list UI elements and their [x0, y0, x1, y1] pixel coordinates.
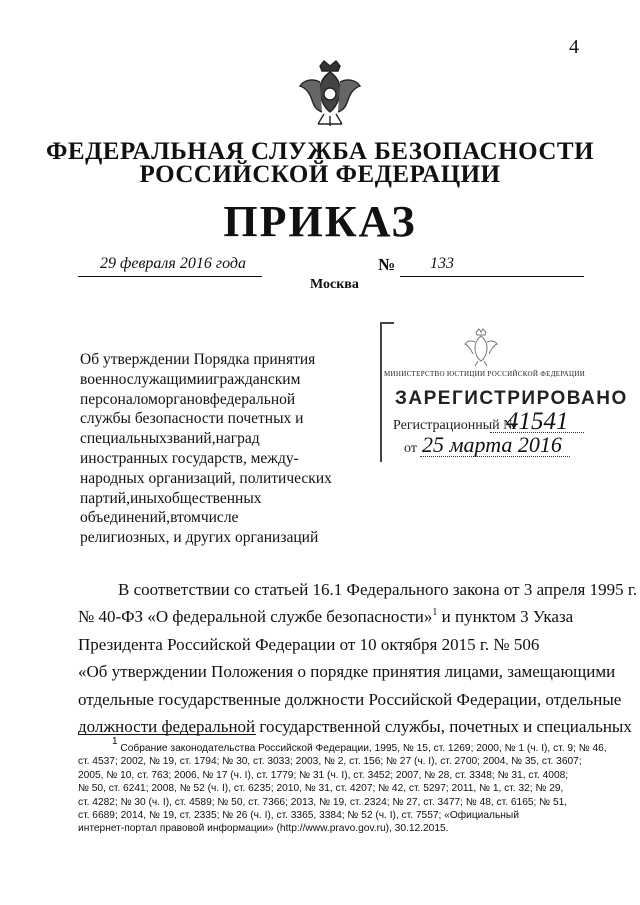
stamp-reg-number: 41541: [506, 408, 569, 435]
subject-line: [80, 409, 334, 429]
footnote-text: 2005, № 10, ст. 763; 2006, № 17 (ч. I), ст. 1779; № 31 (ч. I), ст. 3452; 2007, № 28, ст. 3348; № 31, ст. 4008;: [78, 769, 569, 781]
body-segment: № 40-ФЗ «О федеральной службе безопасности»: [78, 607, 433, 627]
subject-word: иностранных государств, между-: [80, 449, 299, 467]
subject-word: религиозных, и других организаций: [80, 529, 319, 547]
footnote-text: интернет-портал правовой информации» (http://www.pravo.gov.ru), 30.12.2015.: [78, 823, 449, 835]
subject-word: Об утверждении Порядка принятия: [80, 351, 316, 368]
subject-word: военнослужащими: [80, 370, 205, 388]
order-number: 133: [430, 255, 454, 272]
document-type-title: ПРИКАЗ: [223, 197, 417, 246]
subject-word: персоналом: [80, 390, 158, 408]
subject-word: партий,: [80, 489, 130, 507]
footnote-text: Собрание законодательства Российской Федерации, 1995, № 15, ст. 1269; 2000, № 1 (ч. I), ст. 9; № 46,: [120, 743, 607, 754]
subject-word: народных организаций, политических: [80, 469, 332, 487]
stamp-from-label: от: [404, 441, 417, 456]
body-line: должности федеральной государственной службы, почетных и специальных: [78, 717, 632, 737]
subject-word: числе: [200, 509, 239, 527]
number-underline: [400, 256, 584, 277]
subject-word: иных: [129, 489, 165, 507]
page-number: 4: [569, 36, 579, 58]
body-line: В соответствии со статьей 16.1 Федерального закона от 3 апреля 1995 г.: [118, 580, 638, 599]
footnote-text: ст. 4537; 2002, № 19, ст. 1794; № 30, ст. 3033; 2003, № 2, ст. 156; № 27 (ч. I), ст. 2700; 2004, № 35, ст. 3607;: [78, 756, 582, 768]
stamp-registered-label: ЗАРЕГИСТРИРОВАНО: [395, 388, 628, 409]
subject-word: федеральной: [209, 390, 296, 408]
footnote-text: ст. 6689; 2014, № 19, ст. 2335; № 26 (ч. I), ст. 3365, 3384; № 52 (ч. I), ст. 7557; «Официальный: [78, 810, 519, 822]
subject-line: [80, 370, 334, 390]
city: Москва: [310, 277, 359, 292]
body-line: [78, 603, 584, 630]
subject-word: в: [170, 509, 177, 527]
footnote: [78, 736, 607, 836]
subject-line: [80, 469, 334, 489]
stamp-emblem-icon: [464, 328, 498, 368]
footnote-text: ст. 4282; № 30 (ч. I), ст. 4589; № 50, ст. 7366; 2013, № 19, ст. 2324; № 27, ст. 3477; № 48, ст. 6165; № 51,: [78, 796, 568, 808]
russian-coat-of-arms-icon: [298, 58, 362, 132]
subject-word: и: [204, 370, 214, 388]
subject-word: объединений,: [80, 509, 171, 527]
body-line: «Об утверждении Положения о порядке принятия лицами, замещающими: [78, 662, 616, 682]
subject-word: званий,: [166, 430, 216, 448]
subject-line: [80, 390, 334, 410]
footnote-line: [78, 736, 607, 755]
subject-line: [80, 508, 334, 528]
footnote-marker: 1: [112, 736, 118, 747]
subject-line: [80, 429, 334, 449]
footnote-line: [78, 809, 584, 822]
footnote-line: [78, 796, 584, 809]
body-line: отдельные государственные должности Российской Федерации, отдельные: [78, 689, 622, 709]
body-line: Президента Российской Федерации от 10 октября 2015 г. № 506: [78, 634, 540, 654]
body-text: [78, 576, 638, 740]
organization-name-line1: ФЕДЕРАЛЬНАЯ СЛУЖБА БЕЗОПАСНОСТИ: [45, 138, 595, 165]
subject-word: специальных: [80, 430, 167, 448]
subject-line: [80, 489, 334, 509]
subject-word: наград: [215, 430, 260, 448]
subject-word: гражданским: [213, 370, 301, 388]
organization-name-line2: РОССИЙСКОЙ ФЕДЕРАЦИИ: [139, 161, 501, 188]
subject-word: общественных: [164, 489, 262, 507]
body-segment: и пунктом 3 Указа: [437, 607, 574, 627]
footnote-line: [78, 769, 584, 782]
footnote-line: [78, 755, 584, 768]
subject-line: [80, 350, 334, 370]
order-subject: [80, 350, 334, 548]
stamp-ministry-name: МИНИСТЕРСТВО ЮСТИЦИИ РОССИЙСКОЙ ФЕДЕРАЦИИ: [384, 370, 586, 378]
footnote-line: [78, 782, 584, 795]
subject-line: [80, 449, 334, 469]
order-date: 29 февраля 2016 года: [100, 255, 246, 272]
footnote-rule: [78, 734, 256, 735]
stamp-reg-date: 25 марта 2016: [422, 432, 562, 457]
subject-word: органов: [157, 390, 210, 408]
subject-line: [80, 528, 334, 548]
footnote-line: [78, 822, 584, 835]
stamp-reg-number-label: Регистрационный №: [393, 418, 517, 433]
order-number-label: №: [378, 255, 396, 274]
subject-word: службы безопасности почетных и: [80, 410, 304, 428]
stamp-corner: [380, 322, 394, 336]
footnote-reference: 1: [432, 607, 438, 619]
subject-word: том: [177, 509, 201, 527]
footnote-text: № 50, ст. 6241; 2008, № 52 (ч. I), ст. 6235; 2010, № 31, ст. 4207; № 42, ст. 5297; 2011, № 1, ст. 32; № 29,: [78, 783, 564, 795]
